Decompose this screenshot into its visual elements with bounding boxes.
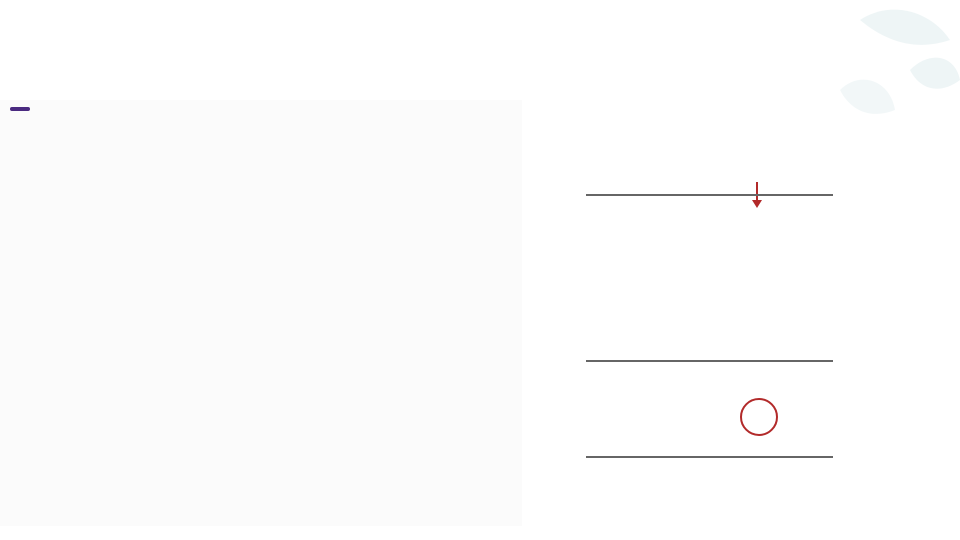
highlight-circle <box>740 398 778 436</box>
solution-badge <box>10 107 30 111</box>
decorative-leaves <box>800 0 960 130</box>
textbook-page <box>0 100 522 526</box>
t-table-bottom <box>586 456 833 458</box>
t-table-middle <box>586 360 833 362</box>
figure-caption <box>122 496 134 508</box>
t-distribution-figure <box>0 325 522 495</box>
t-table-top <box>586 194 833 196</box>
